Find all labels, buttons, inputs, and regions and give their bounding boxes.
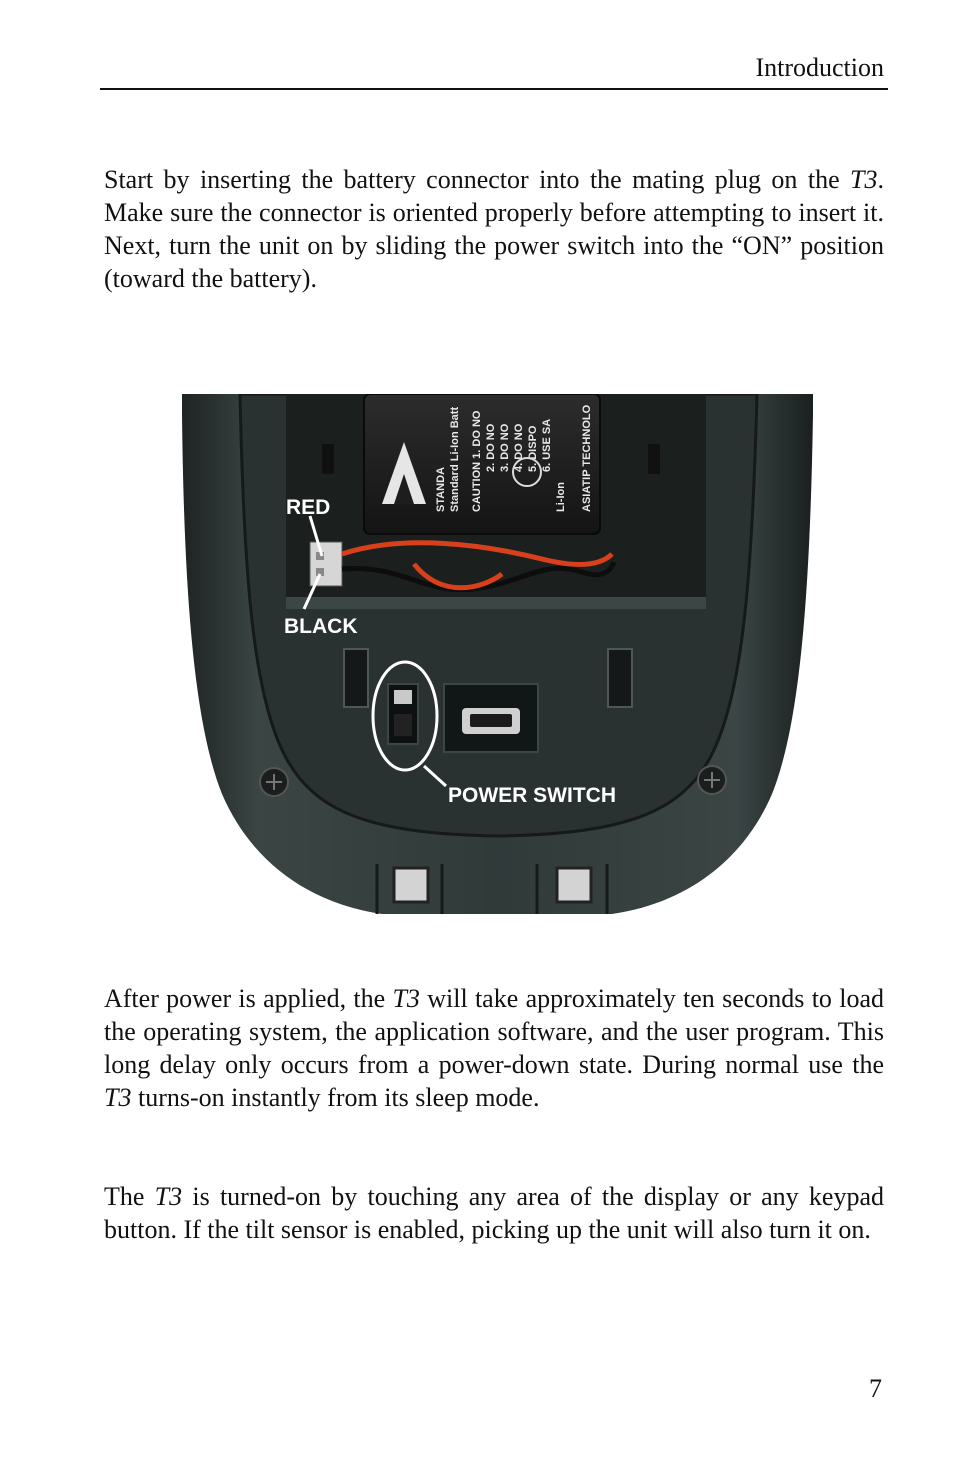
label-black: BLACK	[284, 615, 358, 638]
battery-connector	[310, 542, 342, 586]
paragraph-battery-connection: Start by inserting the battery connector into the mating plug on the T3. Make sure the connector is oriented properly before attempting to insert it. Next, turn the unit on by sliding the power switch into the “ON” position (toward the battery).	[104, 165, 884, 293]
battery-text-9: Li-Ion	[555, 482, 567, 512]
battery-text-10: ASIATIP TECHNOLO	[581, 404, 593, 512]
latch-right	[608, 649, 632, 707]
battery-text-5: 3. DO NO	[499, 423, 511, 472]
device-back-photo	[182, 394, 813, 918]
label-red: RED	[286, 496, 331, 519]
label-power-switch: POWER SWITCH	[448, 784, 616, 807]
battery-text-6: 4. DO NO	[513, 423, 525, 472]
paragraph-power-applied: After power is applied, the T3 will take approximately ten seconds to load the operating system, the application software, and the user program. This long delay only occurs from a power-down state. During normal use the T3 turns-on instantly from its sleep mode.	[104, 984, 884, 1112]
header-title: Introduction	[755, 53, 884, 82]
battery-text-4: 2. DO NO	[485, 423, 497, 472]
battery-text-7: 5. DISPO	[527, 425, 539, 472]
latch-left	[344, 649, 368, 707]
battery-text-2: Standard Li-Ion Batt	[449, 406, 461, 512]
battery-text-3: CAUTION 1. DO NO	[471, 410, 483, 512]
battery-text-8: 6. USE SA	[541, 418, 553, 472]
paragraph-turn-on: The T3 is turned-on by touching any area of the display or any keypad button. If the tilt sensor is enabled, picking up the unit will also turn it on.	[104, 1182, 885, 1244]
contact-left	[394, 868, 428, 902]
page-number: 7	[869, 1374, 882, 1403]
contact-right	[557, 868, 591, 902]
page-header	[100, 52, 888, 90]
battery-text-1: STANDA	[435, 466, 447, 512]
device-figure	[182, 394, 813, 918]
